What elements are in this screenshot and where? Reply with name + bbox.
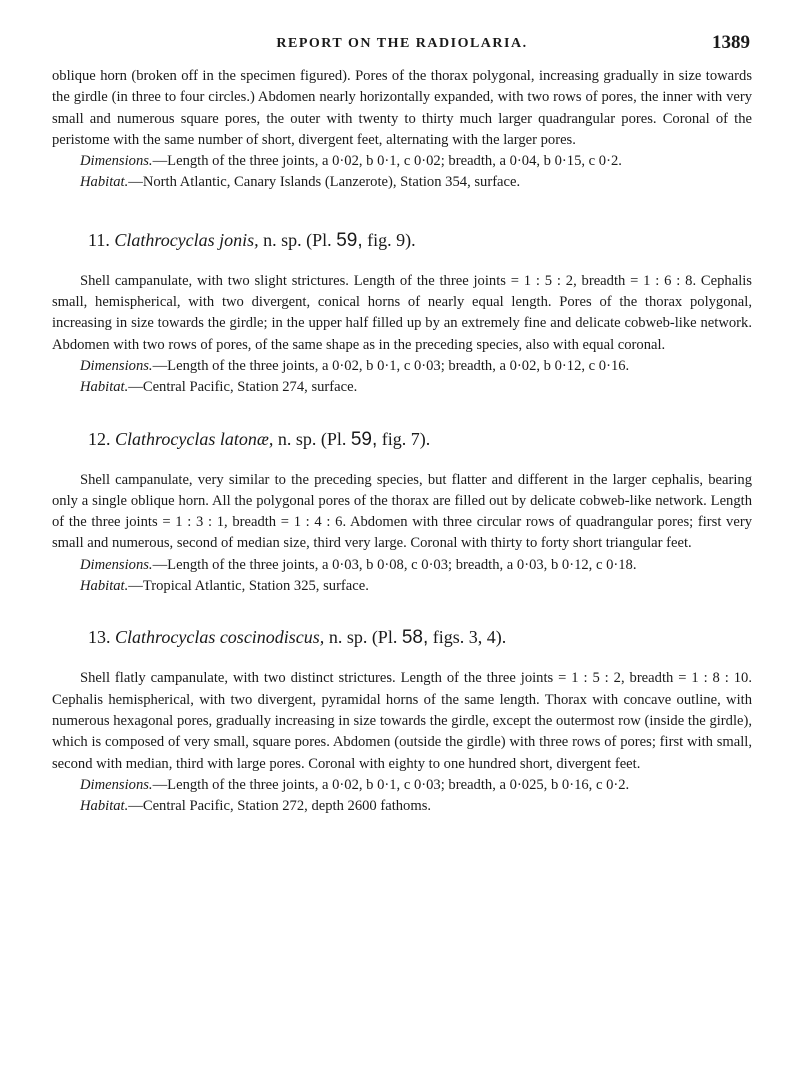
species-name: Clathrocyclas jonis,: [114, 229, 259, 250]
species-heading: [52, 427, 752, 452]
habitat-line: [52, 576, 752, 597]
habitat-text: —North Atlantic, Canary Islands (Lanzerote), Station 354, surface.: [128, 174, 521, 191]
figure-reference: figs. 3, 4).: [432, 627, 507, 648]
species-entry-13: [52, 625, 752, 817]
habitat-label: Habitat.: [80, 174, 129, 191]
running-title: REPORT ON THE RADIOLARIA.: [276, 36, 528, 51]
figure-reference: fig. 9).: [367, 229, 416, 250]
plate-number: 58,: [401, 627, 429, 649]
species-heading: [52, 625, 752, 650]
species-number: 11.: [88, 229, 110, 250]
habitat-text: —Central Pacific, Station 272, depth 2600 fathoms.: [128, 798, 432, 815]
intro-section: [52, 66, 752, 194]
plate-number: 59,: [336, 229, 363, 251]
plate-number: 59,: [350, 428, 378, 450]
habitat-label: Habitat.: [80, 578, 129, 595]
dimensions-text: —Length of the three joints, a 0·02, b 0·1, c 0·03; breadth, a 0·02, b 0·12, c 0·16.: [152, 357, 630, 374]
dimensions-text: —Length of the three joints, a 0·02, b 0·1, c 0·03; breadth, a 0·025, b 0·16, c 0·2.: [152, 776, 630, 793]
dimensions-text: —Length of the three joints, a 0·02, b 0·1, c 0·02; breadth, a 0·04, b 0·15, c 0·2.: [152, 153, 622, 170]
dimensions-label: Dimensions.: [80, 153, 153, 170]
species-description: Shell campanulate, with two slight strictures. Length of the three joints = 1 : 5 : 2, breadth = 1 : 6 : 8. Cephalis small, hemispherical, with two divergent, conical horns of nearly equal length. Pores of the thorax polygonal, increasing in size towards the girdle; in the upper half filled up by an extremely fine and delicate cobweb-like network. Abdomen with two rows of pores, of the same shape as in the preceding species, also with equal coronal.: [52, 272, 752, 353]
species-author: n. sp. (Pl.: [277, 428, 347, 449]
intro-paragraph: oblique horn (broken off in the specimen figured). Pores of the thorax polygonal, increasing gradually in size towards the girdle (in three to four circles.) Abdomen nearly horizontally expanded, with two rows of pores, the inner with very small and numerous square pores, the outer with twenty to thirty much larger quadrangular pores. Coronal of the peristome with the same number of short, divergent feet, alternating with the larger pores.: [52, 68, 752, 148]
habitat-label: Habitat.: [80, 798, 129, 815]
dimensions-label: Dimensions.: [80, 556, 153, 573]
species-description: Shell campanulate, very similar to the preceding species, but flatter and different in the larger cephalis, bearing only a single oblique horn. All the polygonal pores of the thorax are filled out by delicate cobweb-like network. Length of the three joints = 1 : 3 : 1, breadth = 1 : 4 : 6. Abdomen with three circular rows of quadrangular pores; first very small and numerous, second of median size, third very large. Coronal with thirty to forty short triangular feet.: [52, 471, 752, 552]
species-number: 13.: [88, 627, 111, 648]
figure-reference: fig. 7).: [381, 428, 431, 449]
species-description: Shell flatly campanulate, with two distinct strictures. Length of the three joints = 1 : 5 : 2, breadth = 1 : 8 : 10. Cephalis hemispherical, with two divergent, pyramidal horns of the same length. Thorax with concave outline, with numerous hexagonal pores, gradually increasing in size towards the girdle, except the outermost row (inside the girdle), which is composed of very small, square pores. Abdomen (outside the girdle) with three rows of pores; first with small, second with median, third with large pores. Coronal with eighty to one hundred short, divergent feet.: [52, 670, 752, 772]
dimensions-label: Dimensions.: [80, 357, 153, 374]
species-name: Clathrocyclas coscinodiscus,: [115, 627, 325, 648]
species-author: n. sp. (Pl.: [328, 627, 398, 648]
dimensions-text: —Length of the three joints, a 0·03, b 0·08, c 0·03; breadth, a 0·03, b 0·12, c 0·18.: [152, 556, 637, 573]
dimensions-line: [52, 775, 752, 796]
dimensions-line: [52, 151, 752, 172]
species-heading: [52, 228, 752, 253]
habitat-text: —Tropical Atlantic, Station 325, surface.: [128, 578, 369, 595]
species-entry-11: [52, 228, 752, 399]
dimensions-line: [52, 555, 752, 576]
species-name: Clathrocyclas latonæ,: [115, 428, 274, 449]
dimensions-line: [52, 356, 752, 377]
dimensions-label: Dimensions.: [80, 776, 153, 793]
habitat-line: [52, 796, 752, 817]
running-header: [52, 32, 752, 66]
page-number: 1389: [712, 32, 750, 53]
species-author: n. sp. (Pl.: [263, 229, 332, 250]
habitat-line: [52, 377, 752, 398]
habitat-line: [52, 172, 752, 193]
habitat-text: —Central Pacific, Station 274, surface.: [128, 379, 358, 396]
habitat-label: Habitat.: [80, 379, 129, 396]
document-page: [0, 32, 800, 1086]
species-entry-12: [52, 427, 752, 598]
species-number: 12.: [88, 428, 111, 449]
